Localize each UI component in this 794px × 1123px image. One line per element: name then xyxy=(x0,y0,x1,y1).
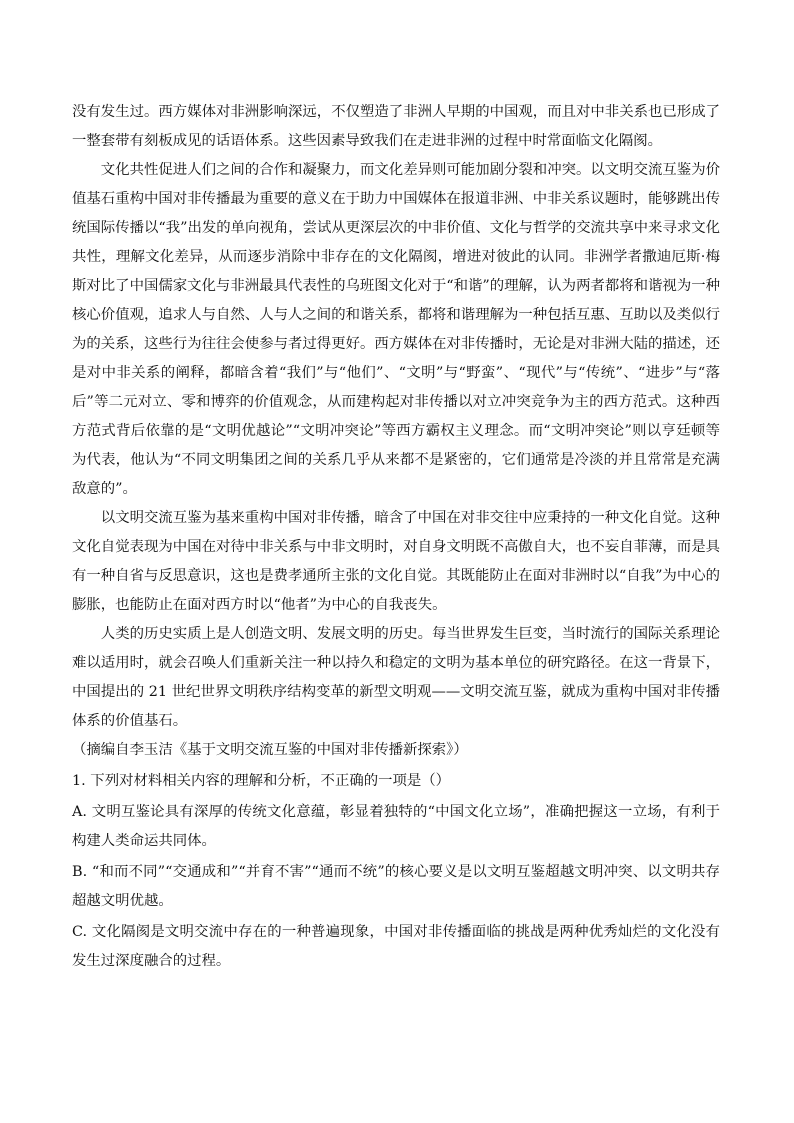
article-body xyxy=(72,98,720,976)
source-citation: （摘编自李玉洁《基于文明交流互鉴的中国对非传播新探索》） xyxy=(72,742,468,758)
option-a: A. 文明互鉴论具有深厚的传统文化意蕴，彰显着独特的“中国文化立场”，准确把握这一立场，有利于构建人类命运共同体。 xyxy=(72,804,720,849)
question-stem: 1. 下列对材料相关内容的理解和分析，不正确的一项是（） xyxy=(72,773,451,789)
option-b: B. “和而不同”“交通成和”“并育不害”“通而不统”的核心要义是以文明互鉴超越文明冲突、以文明共存超越文明优越。 xyxy=(72,864,720,909)
paragraph-cultural-consciousness: 以文明交流互鉴为基来重构中国对非传播，暗含了中国在对非交往中应秉持的一种文化自觉。这种文化自觉表现为中国在对待中非关系与中非文明时，对自身文明既不高傲自大，也不妄自菲薄，而是具有一种自省与反思意识，这也是费孝通所主张的文化自觉。其既能防止在面对非洲时以“自我”为中心的膨胀，也能防止在面对西方时以“他者”为中心的自我丧失。 xyxy=(72,510,720,613)
paragraph-cultural-commonality: 文化共性促进人们之间的合作和凝聚力，而文化差异则可能加剧分裂和冲突。以文明交流互鉴为价值基石重构中国对非传播最为重要的意义在于助力中国媒体在报道非洲、中非关系议题时，能够跳出传统国际传播以“我”出发的单向视角，尝试从更深层次的中非价值、文化与哲学的交流共享中来寻求文化共性，理解文化差异，从而逐步消除中非存在的文化隔阂，增进对彼此的认同。非洲学者撒迪厄斯·梅斯对比了中国儒家文化与非洲最具代表性的乌班图文化对于“和谐”的理解，认为两者都将和谐视为一种核心价值观，追求人与自然、人与人之间的和谐关系，都将和谐理解为一种包括互惠、互助以及类似行为的关系，这些行为往往会使参与者过得更好。西方媒体在对非传播时，无论是对非洲大陆的描述，还是对中非关系的阐释，都暗含着“我们”与“他们”、“文明”与“野蛮”、“现代”与“传统”、“进步”与“落后”等二元对立、零和博弈的价值观念，从而建构起对非传播以对立冲突竞争为主的西方范式。这种西方范式背后依靠的是“文明优越论”“文明冲突论”等西方霸权主义理念。而“文明冲突论”则以亨廷顿等为代表，他认为“不同文明集团之间的关系几乎从来都不是紧密的，它们通常是冷淡的并且常常是充满敌意的”。 xyxy=(72,162,720,497)
paragraph-human-history: 人类的历史实质上是人创造文明、发展文明的历史。每当世界发生巨变，当时流行的国际关系理论难以适用时，就会召唤人们重新关注一种以持久和稳定的文明为基本单位的研究路径。在这一背景下，中国提出的 21 世纪世界文明秩序结构变革的新型文明观——文明交流互鉴，就成为重构中国对非传播体系的价值基石。 xyxy=(72,626,720,729)
option-c: C. 文化隔阂是文明交流中存在的一种普遍现象，中国对非传播面临的挑战是两种优秀灿烂的文化没有发生过深度融合的过程。 xyxy=(72,924,720,969)
paragraph-continuation: 没有发生过。西方媒体对非洲影响深远，不仅塑造了非洲人早期的中国观，而且对中非关系也已形成了一整套带有刻板成见的话语体系。这些因素导致我们在走进非洲的过程中时常面临文化隔阂。 xyxy=(72,104,720,149)
